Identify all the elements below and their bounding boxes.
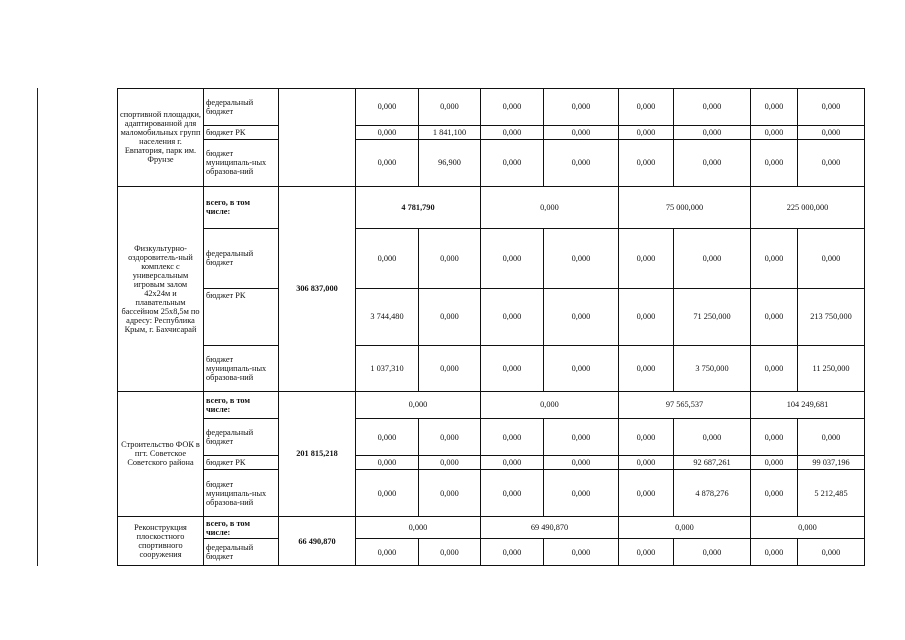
table-row <box>118 517 865 539</box>
value-cell: 92 687,261 <box>674 455 751 469</box>
value-cell: 0,000 <box>419 228 481 288</box>
funding-table <box>117 88 865 566</box>
sum-label: всего, в том числе: <box>204 186 279 228</box>
value-cell: 0,000 <box>619 139 674 186</box>
value-cell: 0,000 <box>481 125 544 139</box>
value-cell: 0,000 <box>544 455 619 469</box>
project-total: 306 837,000 <box>279 186 356 391</box>
project-total: 66 490,870 <box>279 517 356 566</box>
value-cell: 0,000 <box>751 228 798 288</box>
value-cell: 0,000 <box>544 345 619 391</box>
value-cell: 5 212,485 <box>798 470 865 517</box>
value-cell: 0,000 <box>544 228 619 288</box>
value-cell: 0,000 <box>798 539 865 566</box>
value-cell: 0,000 <box>481 89 544 126</box>
value-cell: 0,000 <box>419 419 481 456</box>
funding-source: федеральный бюджет <box>204 89 279 126</box>
funding-source: федеральный бюджет <box>204 228 279 288</box>
value-cell: 0,000 <box>481 419 544 456</box>
value-cell: 0,000 <box>674 419 751 456</box>
project-name: Реконструкция плоскостного спортивного сооружения <box>118 517 204 566</box>
value-cell: 0,000 <box>751 539 798 566</box>
sum-label: всего, в том числе: <box>204 517 279 539</box>
value-cell: 71 250,000 <box>674 288 751 345</box>
value-cell: 0,000 <box>544 288 619 345</box>
year-sum: 69 490,870 <box>481 517 619 539</box>
value-cell: 0,000 <box>619 228 674 288</box>
year-sum: 0,000 <box>356 517 481 539</box>
value-cell: 0,000 <box>798 228 865 288</box>
value-cell: 0,000 <box>481 345 544 391</box>
value-cell: 4 878,276 <box>674 470 751 517</box>
table-row <box>118 391 865 419</box>
value-cell: 0,000 <box>751 470 798 517</box>
funding-source: бюджет РК <box>204 125 279 139</box>
funding-source: бюджет РК <box>204 288 279 345</box>
value-cell: 0,000 <box>674 89 751 126</box>
value-cell: 0,000 <box>419 539 481 566</box>
project-name: Физкультурно-оздоровитель-ный комплекс с универсальным игровым залом 42х24м и плавательным бассейном 25х8,5м по адресу: Республика Крым, г. Бахчисарай <box>118 186 204 391</box>
project-name: Строительство ФОК в пгт. Советское Советского района <box>118 391 204 516</box>
table-row <box>118 419 865 456</box>
value-cell: 0,000 <box>544 89 619 126</box>
value-cell: 0,000 <box>674 139 751 186</box>
value-cell: 0,000 <box>419 455 481 469</box>
project-name: спортивной площадки, адаптированной для маломобильных групп населения г. Евпатория, парк им. Фрунзе <box>118 89 204 187</box>
value-cell: 0,000 <box>619 89 674 126</box>
funding-source: бюджет муниципаль-ных образова-ний <box>204 139 279 186</box>
project-total <box>279 89 356 187</box>
value-cell: 0,000 <box>619 419 674 456</box>
value-cell: 0,000 <box>544 139 619 186</box>
value-cell: 0,000 <box>481 455 544 469</box>
table-body <box>118 89 865 566</box>
funding-source: федеральный бюджет <box>204 419 279 456</box>
value-cell: 0,000 <box>619 470 674 517</box>
value-cell: 0,000 <box>619 345 674 391</box>
value-cell: 0,000 <box>751 288 798 345</box>
value-cell: 0,000 <box>674 539 751 566</box>
value-cell: 0,000 <box>751 455 798 469</box>
table-row <box>118 345 865 391</box>
table-row <box>118 186 865 228</box>
value-cell: 0,000 <box>481 139 544 186</box>
value-cell: 0,000 <box>798 125 865 139</box>
value-cell: 0,000 <box>419 89 481 126</box>
year-sum: 225 000,000 <box>751 186 865 228</box>
value-cell: 0,000 <box>544 470 619 517</box>
value-cell: 0,000 <box>674 125 751 139</box>
value-cell: 0,000 <box>356 455 419 469</box>
table-row <box>118 125 865 139</box>
year-sum: 0,000 <box>481 391 619 419</box>
table-row <box>118 139 865 186</box>
value-cell: 0,000 <box>798 89 865 126</box>
sum-label: всего, в том числе: <box>204 391 279 419</box>
value-cell: 0,000 <box>751 89 798 126</box>
value-cell: 0,000 <box>751 139 798 186</box>
table-row <box>118 470 865 517</box>
value-cell: 0,000 <box>751 125 798 139</box>
value-cell: 0,000 <box>798 139 865 186</box>
value-cell: 0,000 <box>619 539 674 566</box>
value-cell: 0,000 <box>751 345 798 391</box>
value-cell: 0,000 <box>356 228 419 288</box>
value-cell: 0,000 <box>356 89 419 126</box>
year-sum: 0,000 <box>751 517 865 539</box>
value-cell: 0,000 <box>544 419 619 456</box>
table-row <box>118 228 865 288</box>
table-row <box>118 288 865 345</box>
value-cell: 1 037,310 <box>356 345 419 391</box>
value-cell: 0,000 <box>419 470 481 517</box>
value-cell: 213 750,000 <box>798 288 865 345</box>
value-cell: 0,000 <box>798 419 865 456</box>
value-cell: 0,000 <box>481 288 544 345</box>
page-margin-line <box>37 88 38 566</box>
value-cell: 0,000 <box>481 539 544 566</box>
value-cell: 0,000 <box>674 228 751 288</box>
value-cell: 0,000 <box>356 419 419 456</box>
value-cell: 0,000 <box>619 125 674 139</box>
year-sum: 0,000 <box>619 517 751 539</box>
project-total: 201 815,218 <box>279 391 356 516</box>
value-cell: 3 744,480 <box>356 288 419 345</box>
funding-source: бюджет РК <box>204 455 279 469</box>
year-sum: 75 000,000 <box>619 186 751 228</box>
value-cell: 99 037,196 <box>798 455 865 469</box>
table-row <box>118 89 865 126</box>
year-sum: 97 565,537 <box>619 391 751 419</box>
value-cell: 0,000 <box>419 288 481 345</box>
value-cell: 11 250,000 <box>798 345 865 391</box>
value-cell: 0,000 <box>356 539 419 566</box>
value-cell: 0,000 <box>619 288 674 345</box>
value-cell: 0,000 <box>544 125 619 139</box>
value-cell: 0,000 <box>356 125 419 139</box>
value-cell: 3 750,000 <box>674 345 751 391</box>
value-cell: 96,900 <box>419 139 481 186</box>
year-sum: 104 249,681 <box>751 391 865 419</box>
table-row <box>118 539 865 566</box>
table-row <box>118 455 865 469</box>
value-cell: 0,000 <box>356 139 419 186</box>
funding-source: бюджет муниципаль-ных образова-ний <box>204 470 279 517</box>
value-cell: 0,000 <box>356 470 419 517</box>
value-cell: 0,000 <box>481 470 544 517</box>
funding-source: федеральный бюджет <box>204 539 279 566</box>
year-sum: 0,000 <box>356 391 481 419</box>
value-cell: 0,000 <box>751 419 798 456</box>
year-sum: 4 781,790 <box>356 186 481 228</box>
funding-source: бюджет муниципаль-ных образова-ний <box>204 345 279 391</box>
value-cell: 0,000 <box>544 539 619 566</box>
value-cell: 1 841,100 <box>419 125 481 139</box>
value-cell: 0,000 <box>619 455 674 469</box>
year-sum: 0,000 <box>481 186 619 228</box>
value-cell: 0,000 <box>481 228 544 288</box>
value-cell: 0,000 <box>419 345 481 391</box>
